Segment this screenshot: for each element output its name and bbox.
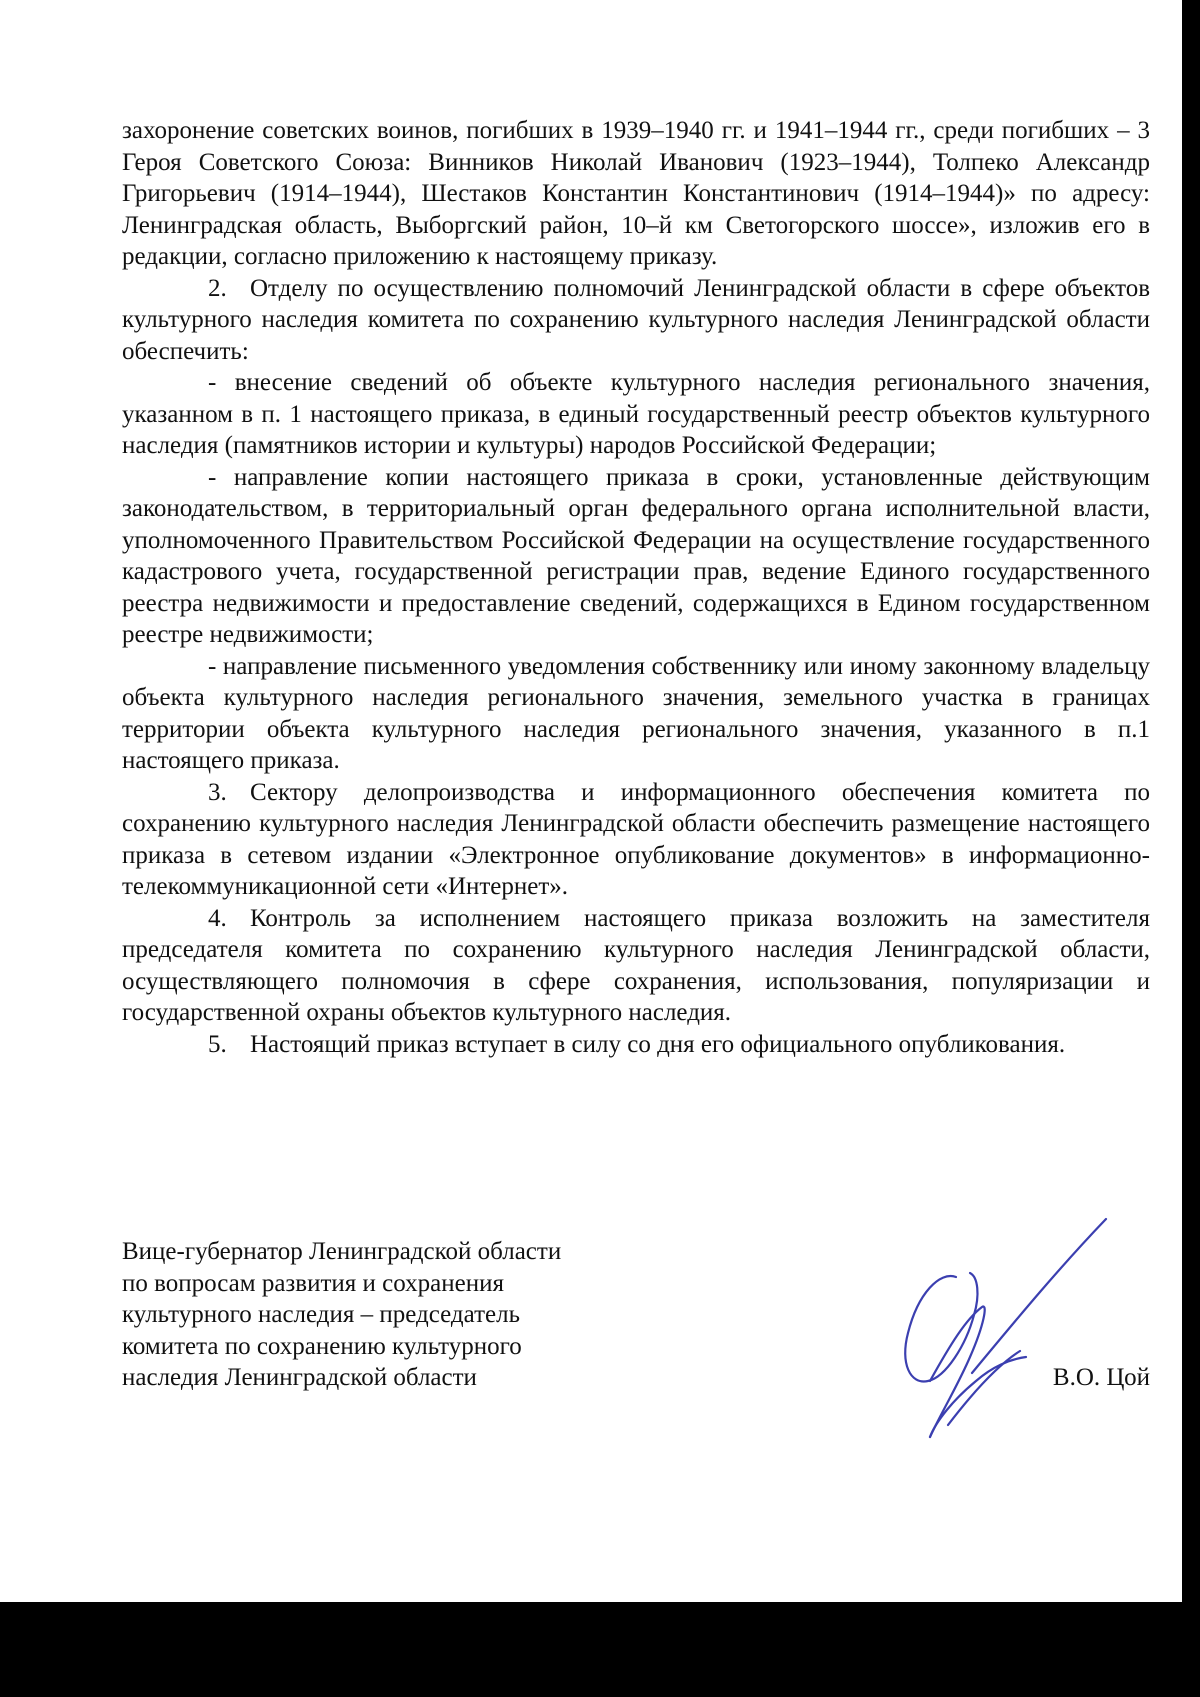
item-2 <box>122 273 1150 368</box>
document-body <box>122 115 1150 1060</box>
item-3-number: 3. <box>208 778 227 806</box>
item-4-text: Контроль за исполнением настоящего приказа возложить на заместителя председателя комитета по сохранению культурного наследия Ленинградской области, осуществляющего полномочия в сфере сохранения, использования, популяризации и государственной охраны объектов культурного наследия. <box>122 904 1150 1026</box>
item-3-text: Сектору делопроизводства и информационного обеспечения комитета по сохранению культурного наследия Ленинградской области обеспечить размещение настоящего приказа в сетевом издании «Электронное опубликование документов» в информационно-телекоммуникационной сети «Интернет». <box>122 778 1150 900</box>
item-2-text: Отделу по осуществлению полномочий Ленинградской области в сфере объектов культурного наследия комитета по сохранению культурного наследия Ленинградской области обеспечить: <box>122 274 1150 365</box>
item-5-text: Настоящий приказ вступает в силу со дня его официального опубликования. <box>250 1030 1066 1058</box>
item-4-number: 4. <box>208 904 227 932</box>
signatory-title-line-5: наследия Ленинградской области <box>122 1364 477 1391</box>
signatory-title-line-4: комитета по сохранению культурного <box>122 1332 522 1360</box>
signatory-name: В.О. Цой <box>1052 1364 1150 1391</box>
item-3 <box>122 777 1150 903</box>
signatory-title-line-3: культурного наследия – председатель <box>122 1301 520 1328</box>
bullet-send-copy: - направление копии настоящего приказа в сроки, установленные действующим законодательством, в территориальный орган федерального органа исполнительной власти, уполномоченного Правительством Российской Федерации на осуществление государственного кадастрового учета, государственной регистрации прав, ведение Единого государственного реестра недвижимости и предоставление сведений, содержащихся в Едином государственном реестре недвижимости; <box>122 463 1150 648</box>
bullet-owner-notice: - направление письменного уведомления собственнику или иному законному владельцу объекта культурного наследия регионального значения, земельного участка в границах территории объекта культурного наследия регионального значения, указанного в п.1 настоящего приказа. <box>122 652 1150 774</box>
signatory-title-line-1: Вице-губернатор Ленинградской области <box>122 1238 562 1265</box>
signatory-title-line-2: по вопросам развития и сохранения <box>122 1269 504 1297</box>
item-5 <box>122 1029 1150 1061</box>
intro-paragraph: захоронение советских воинов, погибших в 1939–1940 гг. и 1941–1944 гг., среди погибших – 3 Героя Советского Союза: Винников Николай Иванович (1923–1944), Толпеко Александр Григорьевич (1914–1944), Шестаков Константин Константинович (1914–1944)» по адресу: Ленинградская область, Выборгский район, 10–й км Светогорского шоссе», изложив его в редакции, согласно приложению к настоящему приказу. <box>122 117 1150 270</box>
handwritten-signature <box>870 1215 1120 1455</box>
item-2-number: 2. <box>208 274 227 302</box>
bullet-register-entry: - внесение сведений об объекте культурного наследия регионального значения, указанном в п. 1 настоящего приказа, в единый государственный реестр объектов культурного наследия (памятников истории и культуры) народов Российской Федерации; <box>122 369 1150 459</box>
item-5-number: 5. <box>208 1030 227 1058</box>
item-4 <box>122 903 1150 1029</box>
